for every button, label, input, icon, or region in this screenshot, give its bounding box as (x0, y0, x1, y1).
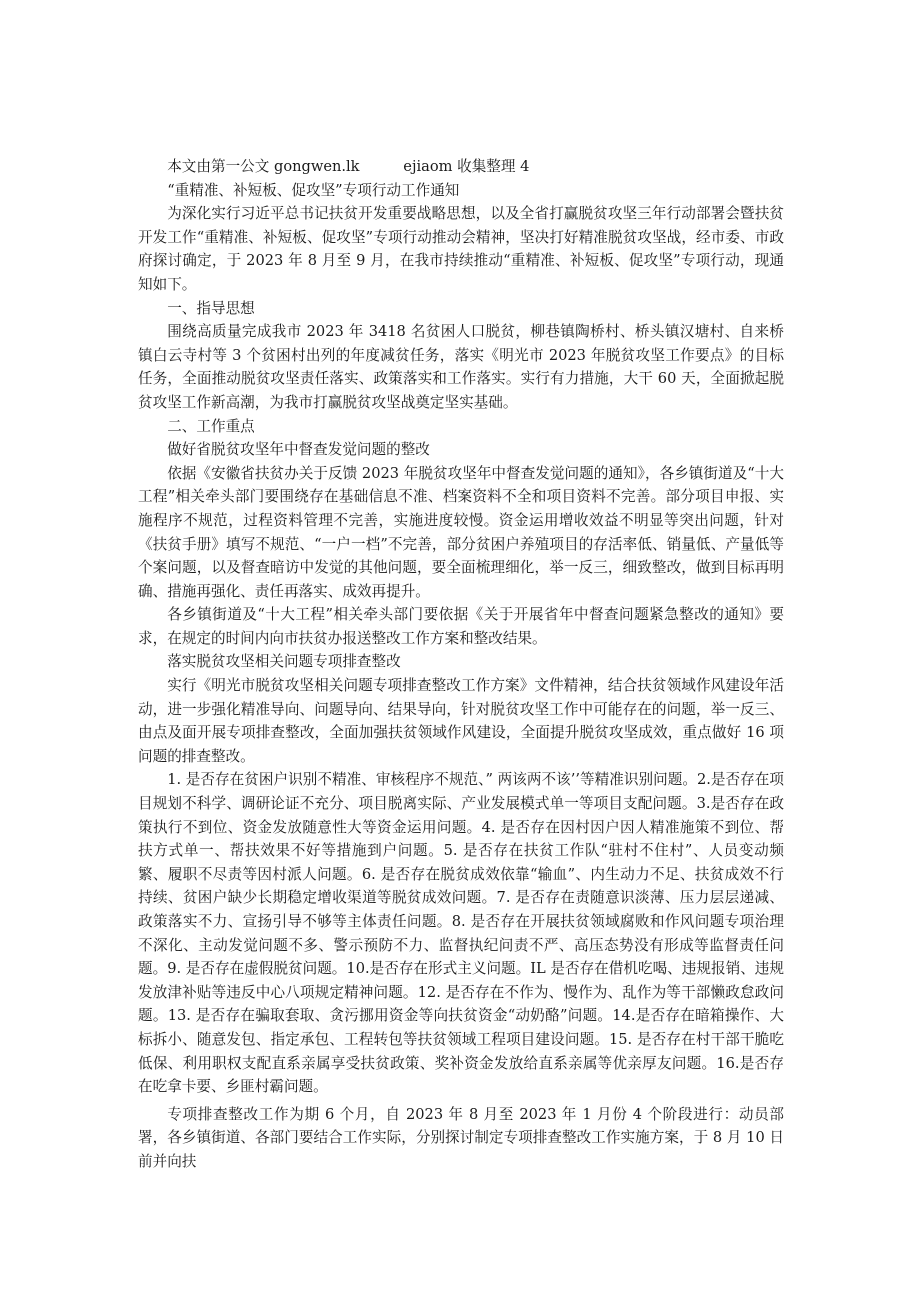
section-heading-work-focus: 二、工作重点 (167, 417, 255, 435)
document-body (138, 155, 784, 1174)
source-note: 本文由第一公文 gongwen.lk ejiaom 收集整理 4 (167, 158, 530, 175)
investigation-schedule-paragraph: 专项排查整改工作为期 6 个月，自 2023 年 8 月至 2023 年 1 月份 4 个阶段进行：动员部署，各乡镇街道、各部门要结合工作实际，分别探讨制定专项排查整改工作实施方案，于 8 月 10 日前并向扶 (138, 1105, 784, 1170)
special-investigation-paragraph: 实行《明光市脱贫攻坚相关问题专项排查整改工作方案》文件精神，结合扶贫领域作风建设年活动，进一步强化精准导向、问题导向、结果导向，针对脱贫攻坚工作中可能存在的问题，举一反三、由点及面开展专项排查整改，全面加强扶贫领域作风建设，全面提升脱贫攻坚成效，重点做好 16 项问题的排查整改。 (138, 677, 784, 765)
inspection-deadline-paragraph: 各乡镇街道及“十大工程”相关牵头部门要依据《关于开展省年中督查问题紧急整改的通知》要求，在规定的时间内向市扶贫办报送整改工作方案和整改结果。 (138, 606, 784, 647)
section-heading-guiding-thought: 一、指导思想 (167, 299, 255, 317)
subheading-inspection-rectification: 做好省脱贫攻坚年中督查发觉问题的整改 (167, 441, 430, 459)
document-title: “重精准、补短板、促攻坚”专项行动工作通知 (167, 181, 460, 199)
inspection-rectification-paragraph: 依据《安徽省扶贫办关于反馈 2023 年脱贫攻坚年中督查发觉问题的通知》，各乡镇街道及“十大工程”相关牵头部门要围绕存在基础信息不准、档案资料不全和项目资料不完善。部分项目申报、实施程序不规范，过程资料管理不完善，实施进度较慢。资金运用增收效益不明显等突出问题，针对《扶贫手册》填写不规范、“一户一档”不完善，部分贫困户养殖项目的存活率低、销量低、产量低等个案问题，以及督查暗访中发觉的其他问题，要全面梳理细化，举一反三，细致整改，做到目标再明确、措施再强化、责任再落实、成效再提升。 (138, 464, 784, 600)
sixteen-issues-list: 1. 是否存在贫困户识别不精准、审核程序不规范、” 两该两不该’’等精准识别问题。2.是否存在项目规划不科学、调研论证不充分、项目脱离实际、产业发展模式单一等项目支配问题。3.是否存在政策执行不到位、资金发放随意性大等资金运用问题。4. 是否存在因村因户因人精准施策不到位、帮扶方式单一、帮扶效果不好等措施到户问题。5. 是否存在扶贫工作队“驻村不住村”、人员变动频繁、履职不尽责等因村派人问题。6. 是否存在脱贫成效依靠“输血”、内生动力不足、扶贫成效不行持续、贫困户缺少长期稳定增收渠道等脱贫成效问题。7. 是否存在责随意识淡薄、压力层层递减、政策落实不力、宣扬引导不够等主体责任问题。8. 是否存在开展扶贫领域腐败和作风问题专项治理不深化、主动发觉问题不多、警示预防不力、监督执纪问责不严、高压态势没有形成等监督责任问题。9. 是否存在虚假脱贫问题。10.是否存在形式主义问题。IL 是否存在借机吃喝、违规报销、违规发放津补贴等违反中心八项规定精神问题。12. 是否存在不作为、慢作为、乱作为等干部懒政怠政问题。13. 是否存在骗取套取、贪污挪用资金等向扶贫资金“动奶酪”问题。14.是否存在暗箱操作、大标拆小、随意发包、指定承包、工程转包等扶贫领域工程项目建设问题。15. 是否存在村干部干脆吃低保、利用职权支配直系亲属享受扶贫政策、奖补资金发放给直系亲属等优亲厚友问题。16.是否存在吃拿卡要、乡匪村霸问题。 (138, 771, 784, 1096)
intro-paragraph: 为深化实行习近平总书记扶贫开发重要战略思想，以及全省打赢脱贫攻坚三年行动部署会暨扶贫开发工作“重精准、补短板、促攻坚”专项行动推动会精神，坚决打好精准脱贫攻坚战，经市委、市政府探讨确定，于 2023 年 8 月至 9 月，在我市持续推动“重精准、补短板、促攻坚”专项行动，现通知如下。 (138, 205, 784, 293)
guiding-thought-paragraph: 围绕高质量完成我市 2023 年 3418 名贫困人口脱贫，柳巷镇陶桥村、桥头镇汉塘村、自来桥镇白云寺村等 3 个贫困村出列的年度减贫任务，落实《明光市 2023 年脱贫攻坚工作要点》的目标任务，全面推动脱贫攻坚责任落实、政策落实和工作落实。实行有力措施，大干 60 天，全面掀起脱贫攻坚工作新高潮，为我市打赢脱贫攻坚战奠定坚实基础。 (138, 323, 784, 411)
subheading-special-investigation: 落实脱贫攻坚相关问题专项排查整改 (167, 653, 401, 671)
